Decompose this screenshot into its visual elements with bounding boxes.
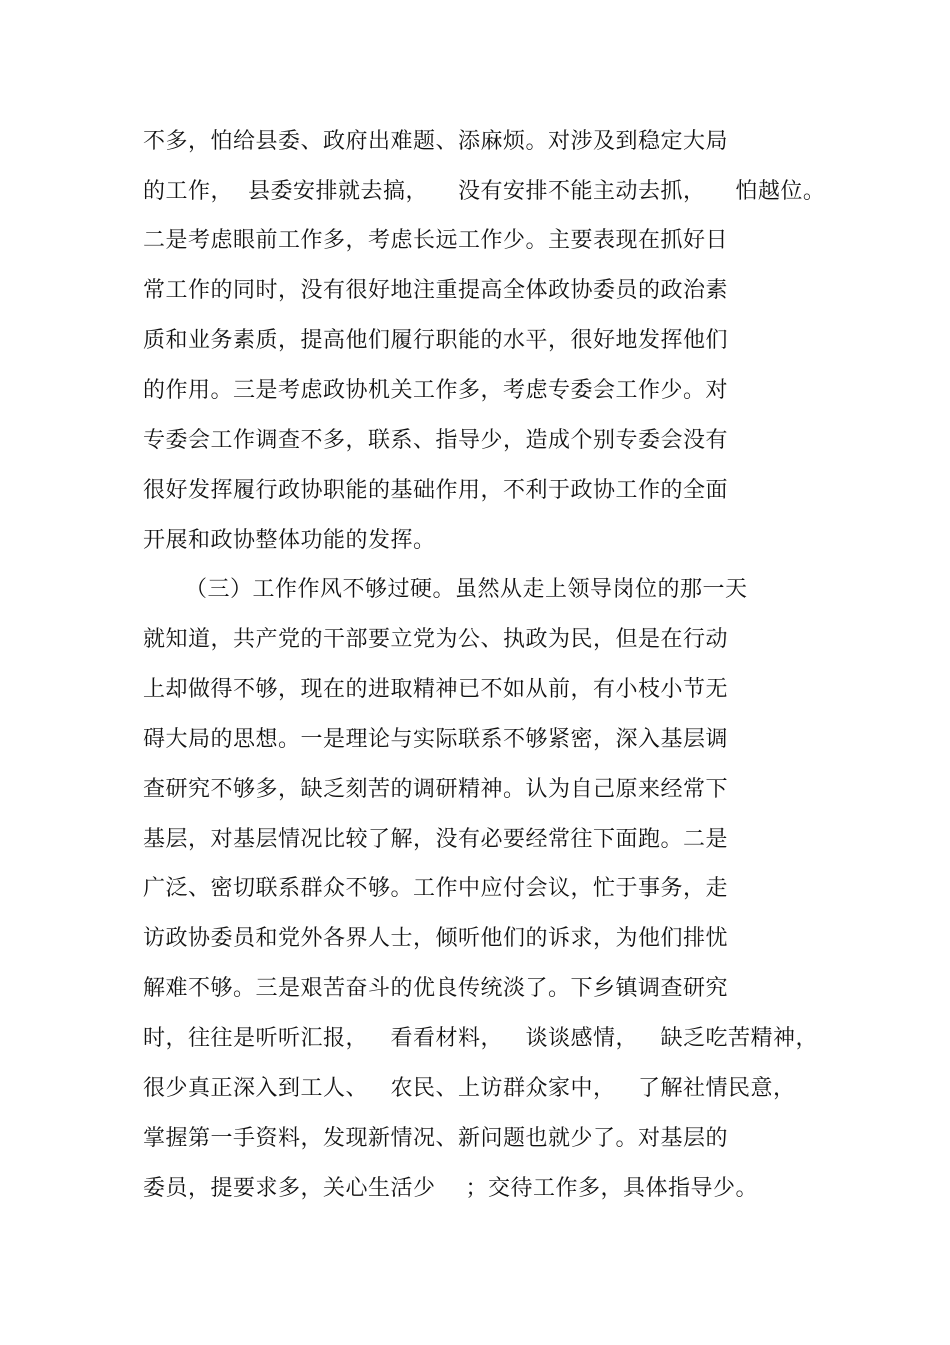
text-line: 不多，怕给县委、政府出难题、添麻烦。对涉及到稳定大局 — [143, 129, 729, 154]
text-line: 掌握第一手资料，发现新情况、新问题也就少了。对基层的 — [143, 1126, 729, 1151]
section-heading-line: （三）工作作风不够过硬。虽然从走上领导岗位的那一天 — [185, 577, 748, 602]
text-line: 时，往往是听听汇报， 看看材料， 谈谈感情， 缺乏吃苦精神， — [143, 1026, 818, 1051]
text-line: 常工作的同时，没有很好地注重提高全体政协委员的政治素 — [143, 278, 729, 303]
text-line: 解难不够。三是艰苦奋斗的优良传统淡了。下乡镇调查研究 — [143, 976, 729, 1001]
text-line: 质和业务素质，提高他们履行职能的水平，很好地发挥他们 — [143, 328, 729, 353]
text-line: 二是考虑眼前工作多，考虑长远工作少。主要表现在抓好日 — [143, 228, 729, 253]
text-line: 上却做得不够，现在的进取精神已不如从前，有小枝小节无 — [143, 677, 729, 702]
text-line: 很好发挥履行政协职能的基础作用，不利于政协工作的全面 — [143, 478, 729, 503]
text-line: 查研究不够多，缺乏刻苦的调研精神。认为自己原来经常下 — [143, 777, 729, 802]
text-line: 的作用。三是考虑政协机关工作多，考虑专委会工作少。对 — [143, 378, 729, 403]
text-line: 开展和政协整体功能的发挥。 — [143, 528, 436, 553]
text-line: 的工作， 县委安排就去搞， 没有安排不能主动去抓， 怕越位。 — [143, 179, 826, 204]
text-line: 就知道，共产党的干部要立党为公、执政为民，但是在行动 — [143, 627, 729, 652]
text-line: 很少真正深入到工人、 农民、上访群众家中， 了解社情民意， — [143, 1076, 796, 1101]
text-line: 广泛、密切联系群众不够。工作中应付会议，忙于事务，走 — [143, 876, 729, 901]
text-line: 访政协委员和党外各界人士，倾听他们的诉求，为他们排忧 — [143, 926, 729, 951]
text-line: 碍大局的思想。一是理论与实际联系不够紧密，深入基层调 — [143, 727, 729, 752]
text-line: 专委会工作调查不多，联系、指导少，造成个别专委会没有 — [143, 428, 729, 453]
text-line: 委员，提要求多，关心生活少 ；交待工作多，具体指导少。 — [143, 1176, 758, 1201]
text-line: 基层，对基层情况比较了解，没有必要经常往下面跑。二是 — [143, 827, 729, 852]
